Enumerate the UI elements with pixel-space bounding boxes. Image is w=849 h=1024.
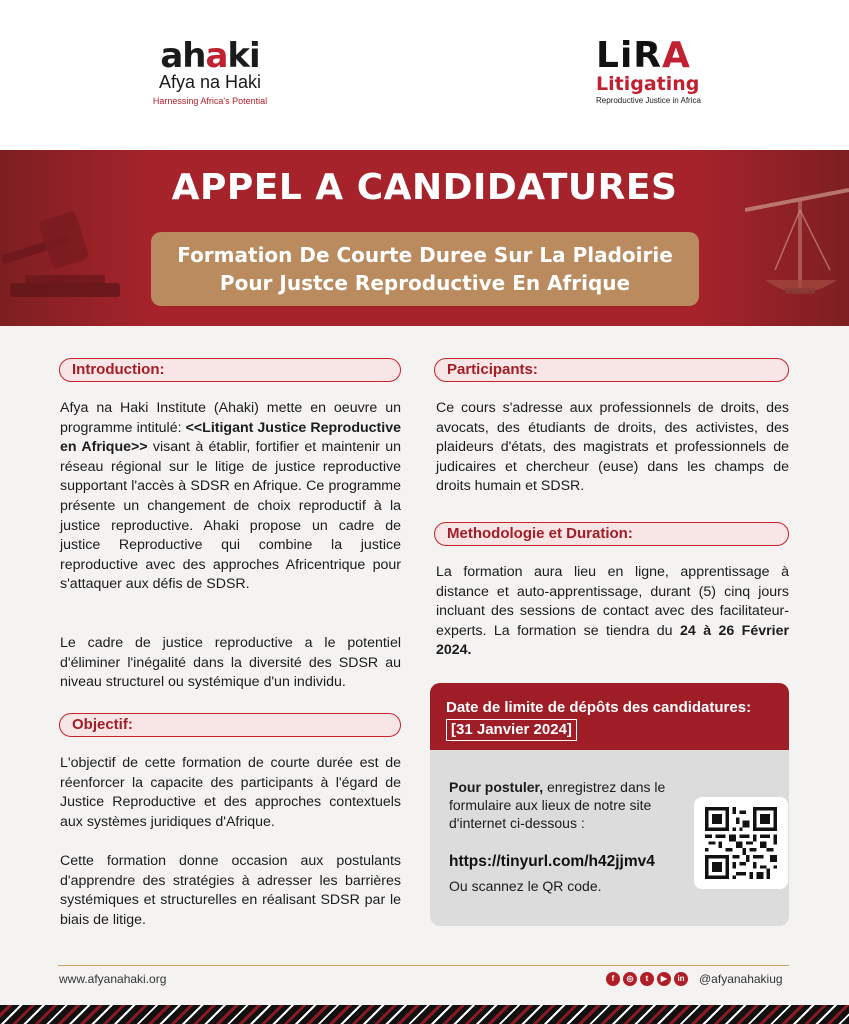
ahaki-wordmark: ahaki: [160, 36, 260, 76]
lira-logo: [596, 35, 726, 105]
deadline-date: [31 Janvier 2024]: [446, 719, 577, 741]
deadline-title: Date de limite de dépôts des candidatures:: [446, 699, 752, 716]
website-link[interactable]: www.afyanahaki.org: [59, 972, 167, 986]
ahaki-tagline: Harnessing Africa's Potential: [152, 96, 268, 106]
gavel-icon: [0, 205, 150, 315]
objectif-heading: Objectif:: [59, 713, 401, 737]
ahaki-name: Afya na Haki: [158, 72, 262, 92]
introduction-heading: Introduction:: [59, 358, 401, 382]
participants-heading: Participants:: [434, 358, 789, 382]
introduction-paragraph-1: Afya na Haki Institute (Ahaki) mette en oeuvre un programme intitulé: <<Litigant Justice Reproductive en Afrique>> visant à établir, fortifier et maintenir un réseau régional sur le litige de justice reproductive supportant l'accès à SDSR en Afrique. Ce programme présente un changement de choix reproductif à la justice reproductive. Ahaki propose un cadre de justice Reproductive qui combine la justice reproductive avec des approches Africentrique pour s'attaquer aux défis de SDSR.: [60, 400, 402, 593]
methodologie-paragraph: La formation aura lieu en ligne, apprentissage à distance et auto-apprentissage, durant (5) cinq jours incluant des sessions de contact avec des facilitateur-experts. La formation se tiendra du 24 à 26 Février 2024.: [436, 564, 790, 659]
participants-paragraph: Ce cours s'adresse aux professionnels de droits, des avocats, des étudiants de droits, des activistes, des plaideurs d'états, des magistrats et professionnels de judicaires et chercheur (euse) dans les champs de droits humain et SDSR.: [436, 400, 789, 495]
linkedin-icon[interactable]: in: [674, 972, 688, 986]
qr-code-container[interactable]: [694, 797, 788, 889]
subtitle-line-2: Pour Justce Reproductive En Afrique: [219, 271, 631, 295]
page-title: APPEL A CANDIDATURES: [171, 167, 678, 208]
subtitle-line-1: Formation De Courte Duree Sur La Pladoirie: [177, 243, 673, 267]
ahaki-logo: [140, 38, 280, 106]
scan-instruction: Ou scannez le QR code.: [449, 878, 602, 894]
lira-tagline: Reproductive Justice in Africa: [596, 96, 701, 105]
objectif-paragraph-1: L'objectif de cette formation de courte durée est de réenforcer la capacite des participants à l'égard de Justice Reproductive et des approches contextuels aux systèmes juridiques d'Afrique.: [60, 755, 401, 830]
lira-subtitle: Litigating: [596, 73, 700, 95]
instagram-icon[interactable]: ◎: [623, 972, 637, 986]
facebook-icon[interactable]: f: [606, 972, 620, 986]
apply-instructions: Pour postuler, enregistrez dans le formulaire aux lieux de notre site d'internet ci-dessous :: [449, 779, 666, 831]
youtube-icon[interactable]: ▶: [657, 972, 671, 986]
methodologie-heading: Methodologie et Duration:: [434, 522, 789, 546]
decorative-pattern-strip: [0, 1005, 849, 1024]
twitter-icon[interactable]: t: [640, 972, 654, 986]
footer-divider: [58, 965, 789, 966]
qr-code-icon: [705, 807, 777, 879]
lira-wordmark: LiRA: [596, 35, 691, 76]
registration-link[interactable]: https://tinyurl.com/h42jjmv4: [449, 853, 655, 870]
introduction-paragraph-2: Le cadre de justice reproductive a le potentiel d'éliminer l'inégalité dans la diversité des SDSR au niveau structurel ou systémique d'un individu.: [60, 635, 401, 691]
subtitle-box: [151, 232, 699, 306]
social-handle[interactable]: @afyanahakiug: [699, 972, 783, 986]
objectif-paragraph-2: Cette formation donne occasion aux postulants d'apprendre des stratégies à adresser les barrières systémiques et structurelles en réalisant SDSR par le biais de litige.: [60, 853, 401, 928]
